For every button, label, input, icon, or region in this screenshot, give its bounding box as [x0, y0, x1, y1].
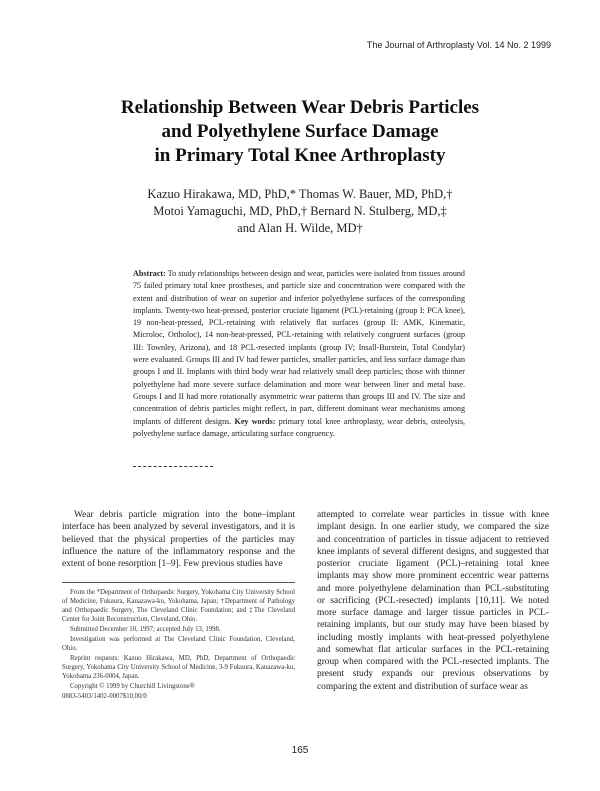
author-line-2: Motoi Yamaguchi, MD, PhD,† Bernard N. Stulberg, MD,‡ — [153, 204, 447, 218]
footnote-affiliations: From the *Department of Orthopaedic Surgery, Yokohama City University School of Medicine, Fukuura, Kanazawa-ku, Yokohama, Japan; †Department of Pathology and Orthopaedic Surgery, The Cleveland Clinic Foundation; and ‡The Cleveland Center for Joint Reconstruction, Cleveland, Ohio. — [62, 589, 295, 623]
footnote-dates: Submitted December 10, 1997; accepted July 13, 1998. — [70, 626, 221, 633]
body-column-left — [62, 509, 295, 570]
footnote-investigation: Investigation was performed at The Cleveland Clinic Foundation, Cleveland, Ohio. — [62, 636, 295, 652]
footnote-copyright: Copyright © 1999 by Churchill Livingstone® — [70, 683, 195, 690]
abstract-divider — [133, 466, 213, 467]
footnote-reprints: Reprint requests: Kazuo Hirakawa, MD, PhD, Department of Orthopaedic Surgery, Yokohama City University School of Medicine, 3-9 Fukuura, Kanazawa-ku, Yokohama 236-0004, Japan. — [62, 655, 295, 680]
title-line-2: and Polyethylene Surface Damage — [161, 121, 439, 142]
author-list — [60, 186, 540, 237]
title-line-3: in Primary Total Knee Arthroplasty — [154, 145, 446, 166]
keywords: primary total knee arthroplasty, wear debris, osteolysis, polyethylene surface damage, articulating surface congruency. — [133, 416, 466, 438]
footnote-code: 0883-5403/1402-0007$10.00/0 — [62, 693, 147, 700]
keywords-label: Key words: — [234, 416, 276, 426]
title-line-1: Relationship Between Wear Debris Particles — [120, 97, 480, 118]
article-title — [40, 96, 560, 168]
author-line-1: Kazuo Hirakawa, MD, PhD,* Thomas W. Bauer, MD, PhD,† — [147, 187, 453, 201]
intro-paragraph-right: attempted to correlate wear particles in tissue with knee implant design. In one earlier study, we compared the size and concentration of particles in tissue adjacent to retrieved knee implants of several different designs, and suggested that posterior cruciate ligament (PCL)–retaining total knee implants may show more prominent eccentric wear patterns and more polyethylene delamination than PCL-substituting or sacrificing (PCL-resected) implants [10,11]. We noted more surface damage and larger tissue particles in PCL-retaining implants, but our study may have been biased by including mostly implants with heat-pressed polyethylene and somewhat flat articular surfaces in the PCL-retaining group when compared with the PCL-resected implants. The present study expands our previous observations by comparing the extent and distribution of surface wear as — [317, 510, 549, 692]
abstract-body: To study relationships between design and wear, particles were isolated from tissues around 75 failed primary total knee prostheses, and particle size and concentration were compared with the extent and distribution of wear on superior and inferior polyethylene surfaces of the corresponding implants. Twenty-two heat-pressed, posterior cruciate ligament (PCL)-retaining (group I: PCA knee), 19 non-heat-pressed, PCL-retaining with relatively flat surfaces (group II: AMK, Kinematic, Microloc, Ortholoc), 14 non-heat-pressed, PCL-retaining with relatively congruent surfaces (group III: Townley, Arizona), and 18 PCL-resected implants (group IV; Insall-Burstein, Total Condylar) were evaluated. Groups III and IV had fewer particles, smaller particles, and less surface damage than groups I and II. Implants with third body wear had relatively small deep particles; those with thinner polyethylene had more severe surface delamination and more wear between liner and metal base. Groups I and II had more rotationally asymmetric wear patterns than groups III and IV. The size and concentration of debris particles might reflect, in part, different dominant wear mechanisms among implants of different designs. — [133, 269, 465, 426]
footnote-rule — [62, 582, 295, 583]
body-column-right — [317, 509, 549, 693]
footnotes — [62, 588, 295, 702]
abstract-label: Abstract: — [133, 269, 166, 278]
author-line-3: and Alan H. Wilde, MD† — [237, 221, 363, 235]
journal-header: The Journal of Arthroplasty Vol. 14 No. 2 1999 — [366, 40, 551, 50]
abstract — [133, 268, 465, 440]
page-number: 165 — [291, 745, 309, 756]
intro-paragraph-left: Wear debris particle migration into the bone–implant interface has been analyzed by several investigators, and it is believed that the physical properties of the particles may influence the nature of the inflammatory response and the extent of bone resorption [1–9]. Few previous studies have — [62, 510, 295, 569]
